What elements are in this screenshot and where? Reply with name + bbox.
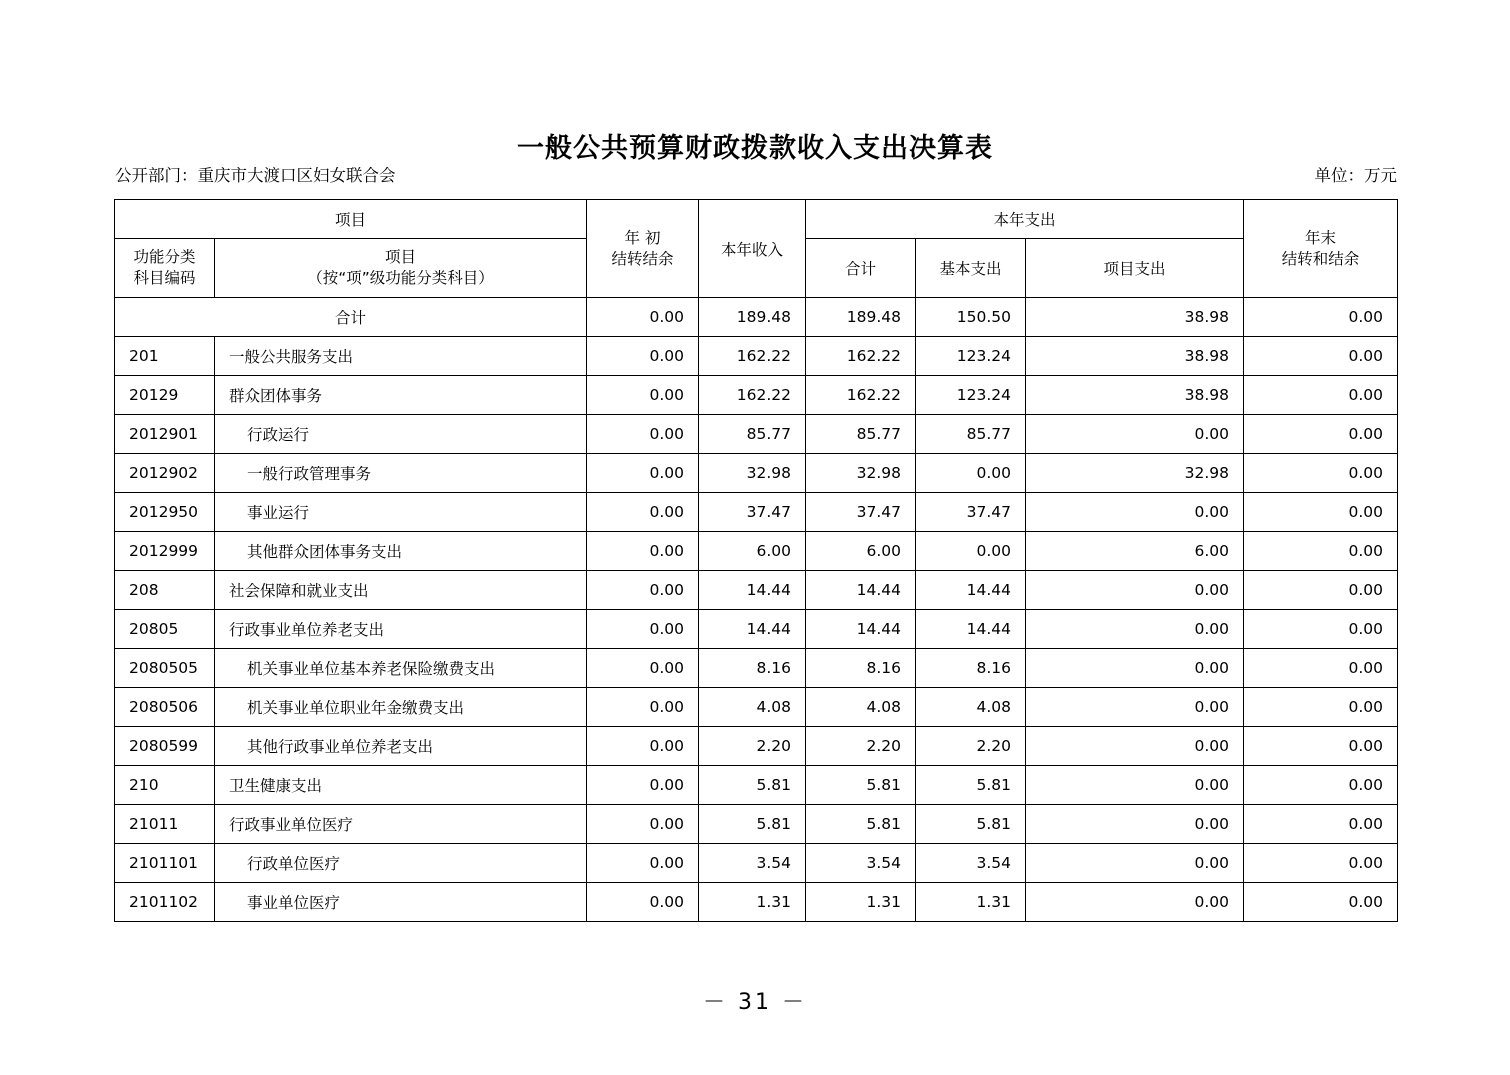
row-begin-balance: 0.00 bbox=[587, 493, 699, 532]
row-end-balance: 0.00 bbox=[1244, 532, 1398, 571]
total-row-end-balance: 0.00 bbox=[1244, 298, 1398, 337]
table-row bbox=[115, 337, 1398, 376]
row-year-income: 5.81 bbox=[699, 766, 806, 805]
row-basic-expense: 14.44 bbox=[916, 610, 1026, 649]
row-func-code: 2101102 bbox=[115, 883, 215, 922]
row-year-income: 85.77 bbox=[699, 415, 806, 454]
row-end-balance: 0.00 bbox=[1244, 727, 1398, 766]
table-row bbox=[115, 688, 1398, 727]
header-end-balance-line1: 年末 bbox=[1305, 228, 1337, 247]
row-project-expense: 0.00 bbox=[1026, 766, 1244, 805]
row-begin-balance: 0.00 bbox=[587, 766, 699, 805]
row-begin-balance: 0.00 bbox=[587, 337, 699, 376]
row-project-expense: 6.00 bbox=[1026, 532, 1244, 571]
header-project-sub-line1: 项目 bbox=[385, 248, 417, 267]
table-row bbox=[115, 649, 1398, 688]
row-func-code: 21011 bbox=[115, 805, 215, 844]
row-project-name: 一般行政管理事务 bbox=[215, 454, 587, 493]
page-number: － 31 － bbox=[703, 990, 807, 1015]
row-begin-balance: 0.00 bbox=[587, 649, 699, 688]
total-row-project-expense: 38.98 bbox=[1026, 298, 1244, 337]
row-project-name: 群众团体事务 bbox=[215, 376, 587, 415]
row-year-income: 14.44 bbox=[699, 571, 806, 610]
row-basic-expense: 8.16 bbox=[916, 649, 1026, 688]
page-title: 一般公共预算财政拨款收入支出决算表 bbox=[517, 133, 993, 164]
row-func-code: 2080506 bbox=[115, 688, 215, 727]
row-project-expense: 0.00 bbox=[1026, 493, 1244, 532]
row-begin-balance: 0.00 bbox=[587, 727, 699, 766]
row-begin-balance: 0.00 bbox=[587, 688, 699, 727]
row-basic-expense: 14.44 bbox=[916, 571, 1026, 610]
row-project-expense: 0.00 bbox=[1026, 805, 1244, 844]
row-func-code: 201 bbox=[115, 337, 215, 376]
row-expense-total: 8.16 bbox=[806, 649, 916, 688]
header-func-code-line2: 科目编码 bbox=[133, 269, 196, 287]
row-project-name: 行政运行 bbox=[215, 415, 587, 454]
row-year-income: 162.22 bbox=[699, 376, 806, 415]
row-begin-balance: 0.00 bbox=[587, 415, 699, 454]
row-year-income: 8.16 bbox=[699, 649, 806, 688]
row-expense-total: 1.31 bbox=[806, 883, 916, 922]
row-begin-balance: 0.00 bbox=[587, 532, 699, 571]
row-project-name: 事业运行 bbox=[215, 493, 587, 532]
header-func-code-line1: 功能分类 bbox=[133, 248, 196, 267]
header-end-balance-line2: 结转和结余 bbox=[1281, 249, 1360, 268]
row-end-balance: 0.00 bbox=[1244, 805, 1398, 844]
table-row bbox=[115, 415, 1398, 454]
row-project-expense: 0.00 bbox=[1026, 649, 1244, 688]
table-row bbox=[115, 493, 1398, 532]
row-begin-balance: 0.00 bbox=[587, 571, 699, 610]
table-row bbox=[115, 454, 1398, 493]
row-expense-total: 5.81 bbox=[806, 766, 916, 805]
row-basic-expense: 0.00 bbox=[916, 532, 1026, 571]
row-end-balance: 0.00 bbox=[1244, 610, 1398, 649]
row-expense-total: 162.22 bbox=[806, 376, 916, 415]
row-basic-expense: 85.77 bbox=[916, 415, 1026, 454]
header-begin-balance-line1: 年 初 bbox=[624, 228, 661, 247]
row-func-code: 20805 bbox=[115, 610, 215, 649]
row-project-name: 机关事业单位职业年金缴费支出 bbox=[215, 688, 587, 727]
row-basic-expense: 0.00 bbox=[916, 454, 1026, 493]
table-row bbox=[115, 571, 1398, 610]
header-basic-expense: 基本支出 bbox=[916, 239, 1026, 298]
row-expense-total: 14.44 bbox=[806, 610, 916, 649]
row-project-expense: 0.00 bbox=[1026, 883, 1244, 922]
row-basic-expense: 123.24 bbox=[916, 337, 1026, 376]
row-basic-expense: 3.54 bbox=[916, 844, 1026, 883]
row-end-balance: 0.00 bbox=[1244, 883, 1398, 922]
row-project-name: 机关事业单位基本养老保险缴费支出 bbox=[215, 649, 587, 688]
row-project-expense: 32.98 bbox=[1026, 454, 1244, 493]
row-end-balance: 0.00 bbox=[1244, 376, 1398, 415]
row-end-balance: 0.00 bbox=[1244, 493, 1398, 532]
row-func-code: 2012901 bbox=[115, 415, 215, 454]
table-body bbox=[115, 298, 1398, 922]
total-row-year-income: 189.48 bbox=[699, 298, 806, 337]
header-project-sub bbox=[215, 239, 587, 298]
row-basic-expense: 2.20 bbox=[916, 727, 1026, 766]
total-row-begin-balance: 0.00 bbox=[587, 298, 699, 337]
row-project-expense: 0.00 bbox=[1026, 571, 1244, 610]
row-expense-total: 85.77 bbox=[806, 415, 916, 454]
row-func-code: 210 bbox=[115, 766, 215, 805]
row-func-code: 2080505 bbox=[115, 649, 215, 688]
row-project-expense: 0.00 bbox=[1026, 844, 1244, 883]
row-begin-balance: 0.00 bbox=[587, 376, 699, 415]
row-begin-balance: 0.00 bbox=[587, 610, 699, 649]
row-begin-balance: 0.00 bbox=[587, 454, 699, 493]
row-func-code: 2080599 bbox=[115, 727, 215, 766]
row-end-balance: 0.00 bbox=[1244, 571, 1398, 610]
row-project-expense: 0.00 bbox=[1026, 610, 1244, 649]
row-expense-total: 2.20 bbox=[806, 727, 916, 766]
row-year-income: 1.31 bbox=[699, 883, 806, 922]
unit-label: 单位：万元 bbox=[1314, 166, 1397, 185]
row-func-code: 2012902 bbox=[115, 454, 215, 493]
table-header-row-1 bbox=[115, 200, 1398, 239]
row-begin-balance: 0.00 bbox=[587, 883, 699, 922]
row-expense-total: 4.08 bbox=[806, 688, 916, 727]
row-expense-total: 6.00 bbox=[806, 532, 916, 571]
table-row bbox=[115, 883, 1398, 922]
header-project-sub-line2: （按“项”级功能分类科目） bbox=[307, 269, 494, 287]
row-basic-expense: 5.81 bbox=[916, 805, 1026, 844]
row-year-income: 162.22 bbox=[699, 337, 806, 376]
header-expense-total: 合计 bbox=[806, 239, 916, 298]
total-row-basic-expense: 150.50 bbox=[916, 298, 1026, 337]
row-func-code: 2012999 bbox=[115, 532, 215, 571]
row-basic-expense: 123.24 bbox=[916, 376, 1026, 415]
row-expense-total: 37.47 bbox=[806, 493, 916, 532]
budget-table bbox=[114, 199, 1398, 922]
header-begin-balance bbox=[587, 200, 699, 298]
row-end-balance: 0.00 bbox=[1244, 454, 1398, 493]
row-year-income: 32.98 bbox=[699, 454, 806, 493]
row-project-name: 一般公共服务支出 bbox=[215, 337, 587, 376]
total-row-label: 合计 bbox=[115, 298, 587, 337]
table-row bbox=[115, 532, 1398, 571]
row-func-code: 2101101 bbox=[115, 844, 215, 883]
row-basic-expense: 4.08 bbox=[916, 688, 1026, 727]
table-row bbox=[115, 805, 1398, 844]
header-year-income: 本年收入 bbox=[699, 200, 806, 298]
row-project-expense: 0.00 bbox=[1026, 415, 1244, 454]
row-project-expense: 38.98 bbox=[1026, 337, 1244, 376]
row-project-expense: 0.00 bbox=[1026, 688, 1244, 727]
row-project-name: 卫生健康支出 bbox=[215, 766, 587, 805]
row-project-name: 行政事业单位养老支出 bbox=[215, 610, 587, 649]
row-end-balance: 0.00 bbox=[1244, 649, 1398, 688]
row-end-balance: 0.00 bbox=[1244, 688, 1398, 727]
department-label: 公开部门：重庆市大渡口区妇女联合会 bbox=[115, 166, 396, 185]
row-project-name: 事业单位医疗 bbox=[215, 883, 587, 922]
table-row bbox=[115, 610, 1398, 649]
row-func-code: 208 bbox=[115, 571, 215, 610]
row-expense-total: 162.22 bbox=[806, 337, 916, 376]
row-basic-expense: 5.81 bbox=[916, 766, 1026, 805]
table-row bbox=[115, 844, 1398, 883]
row-expense-total: 3.54 bbox=[806, 844, 916, 883]
row-end-balance: 0.00 bbox=[1244, 844, 1398, 883]
row-expense-total: 14.44 bbox=[806, 571, 916, 610]
total-row-expense-total: 189.48 bbox=[806, 298, 916, 337]
row-project-name: 其他行政事业单位养老支出 bbox=[215, 727, 587, 766]
header-end-balance bbox=[1244, 200, 1398, 298]
row-project-expense: 38.98 bbox=[1026, 376, 1244, 415]
row-year-income: 14.44 bbox=[699, 610, 806, 649]
row-expense-total: 32.98 bbox=[806, 454, 916, 493]
row-project-name: 社会保障和就业支出 bbox=[215, 571, 587, 610]
header-begin-balance-line2: 结转结余 bbox=[611, 249, 674, 268]
table-row bbox=[115, 766, 1398, 805]
row-expense-total: 5.81 bbox=[806, 805, 916, 844]
row-project-name: 行政单位医疗 bbox=[215, 844, 587, 883]
row-end-balance: 0.00 bbox=[1244, 415, 1398, 454]
header-year-expense-group: 本年支出 bbox=[806, 200, 1244, 239]
row-project-name: 其他群众团体事务支出 bbox=[215, 532, 587, 571]
row-end-balance: 0.00 bbox=[1244, 337, 1398, 376]
row-year-income: 2.20 bbox=[699, 727, 806, 766]
row-year-income: 5.81 bbox=[699, 805, 806, 844]
row-year-income: 6.00 bbox=[699, 532, 806, 571]
row-end-balance: 0.00 bbox=[1244, 766, 1398, 805]
table-row bbox=[115, 376, 1398, 415]
row-func-code: 20129 bbox=[115, 376, 215, 415]
row-func-code: 2012950 bbox=[115, 493, 215, 532]
row-project-name: 行政事业单位医疗 bbox=[215, 805, 587, 844]
header-func-code bbox=[115, 239, 215, 298]
row-year-income: 37.47 bbox=[699, 493, 806, 532]
header-project-group: 项目 bbox=[115, 200, 587, 239]
row-basic-expense: 37.47 bbox=[916, 493, 1026, 532]
table-row-total bbox=[115, 298, 1398, 337]
row-begin-balance: 0.00 bbox=[587, 844, 699, 883]
row-basic-expense: 1.31 bbox=[916, 883, 1026, 922]
table-row bbox=[115, 727, 1398, 766]
row-project-expense: 0.00 bbox=[1026, 727, 1244, 766]
header-project-expense: 项目支出 bbox=[1026, 239, 1244, 298]
row-begin-balance: 0.00 bbox=[587, 805, 699, 844]
row-year-income: 3.54 bbox=[699, 844, 806, 883]
row-year-income: 4.08 bbox=[699, 688, 806, 727]
